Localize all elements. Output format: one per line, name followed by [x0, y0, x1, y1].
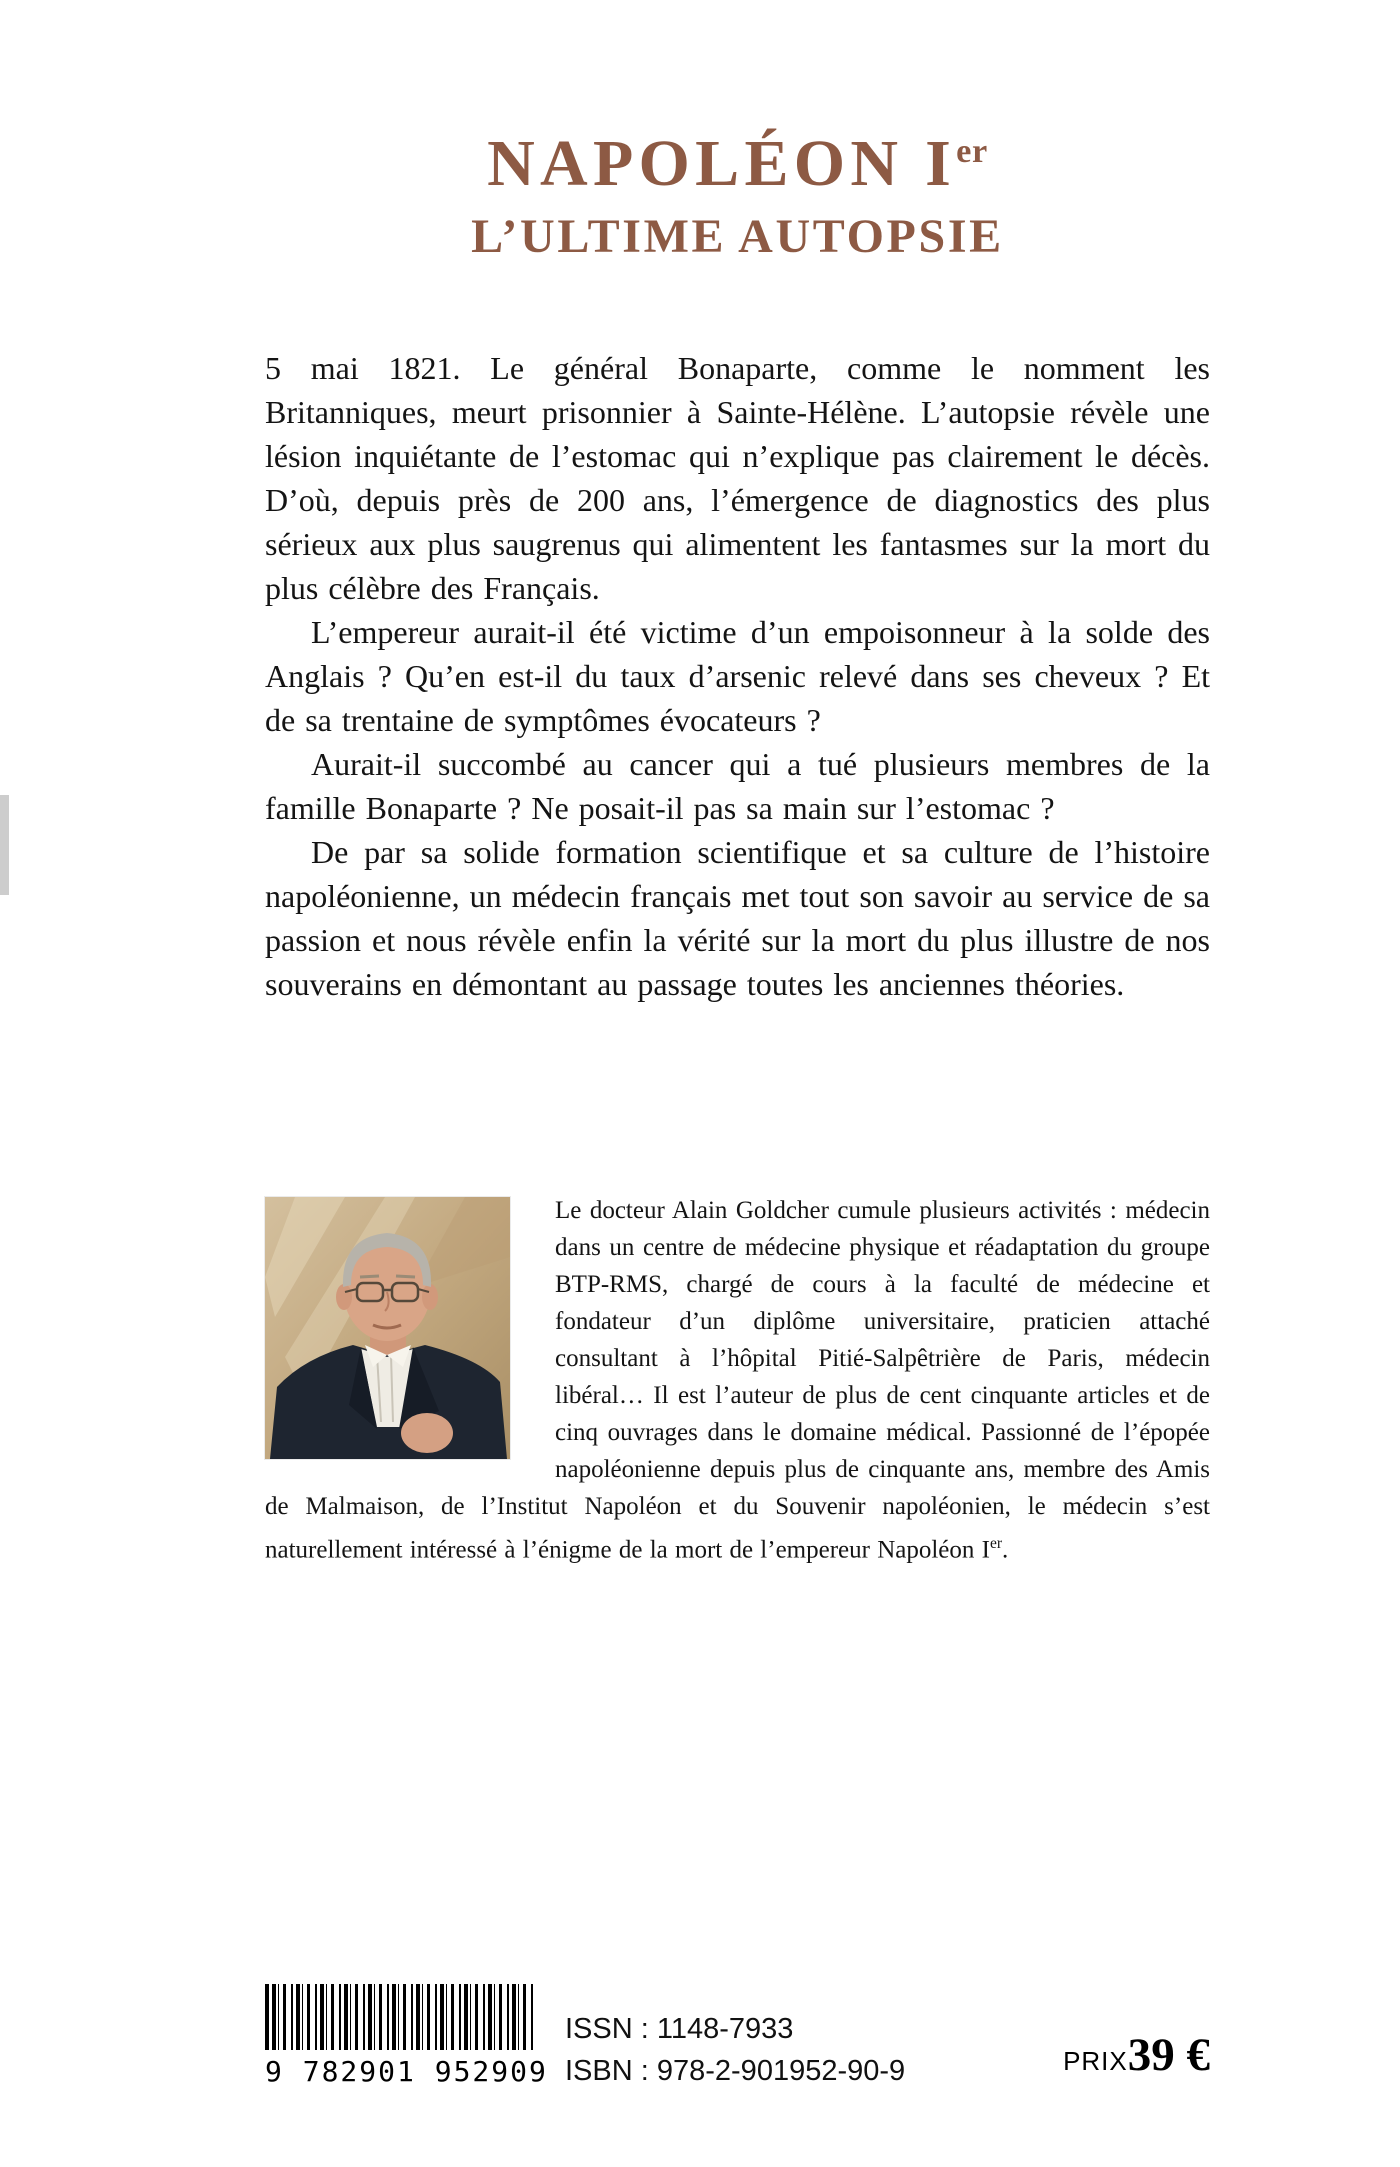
- publication-numbers: [565, 2008, 905, 2092]
- book-subtitle: L’ULTIME AUTOPSIE: [471, 209, 1004, 263]
- barcode-digits: 9 782901 952909: [265, 2055, 548, 2088]
- author-portrait-illustration: [265, 1197, 510, 1459]
- synopsis-paragraph-1: 5 mai 1821. Le général Bonaparte, comme le nomment les Britanniques, meurt prisonnier à Sainte-Hélène. L’autopsie révèle une lésion inquiétante de l’estomac qui n’explique pas clairement le décès. D’où, depuis près de 200 ans, l’émergence de diagnostics des plus sérieux aux plus saugrenus qui alimentent les fantasmes sur la mort du plus célèbre des Français.: [265, 350, 1210, 606]
- issn-line: ISSN : 1148-7933: [565, 2013, 794, 2045]
- scan-artifact: [0, 795, 9, 895]
- barcode-image: [265, 1984, 533, 2050]
- barcode: [265, 1984, 548, 2088]
- book-title-ordinal: er: [956, 132, 988, 170]
- title-block: [265, 128, 1210, 263]
- bio-text-end: .: [1002, 1536, 1009, 1564]
- price-value: 39 €: [1127, 2029, 1210, 2081]
- book-title-text: NAPOLÉON I: [487, 127, 957, 200]
- author-bio: [265, 1192, 1210, 1568]
- synopsis: [265, 346, 1210, 1006]
- synopsis-paragraph-2: L’empereur aurait-il été victime d’un empoisonneur à la solde des Anglais ? Qu’en est-il du taux d’arsenic relevé dans ses cheveux ? Et de sa trentaine de symptômes évocateurs ?: [265, 614, 1210, 738]
- synopsis-paragraph-4: De par sa solide formation scientifique et sa culture de l’histoire napoléonienne, un médecin français met tout son savoir au service de sa passion et nous révèle enfin la vérité sur la mort du plus illustre de nos souverains en démontant au passage toutes les anciennes théories.: [265, 834, 1210, 1002]
- author-portrait-photo: [265, 1197, 510, 1459]
- bio-ordinal: er: [989, 1535, 1003, 1552]
- author-bio-text: [265, 1192, 1210, 1568]
- isbn-line: ISBN : 978-2-901952-90-9: [565, 2055, 906, 2087]
- price: [1063, 2028, 1210, 2082]
- price-label: PRIX: [1063, 2046, 1128, 2076]
- synopsis-paragraph-3: Aurait-il succombé au cancer qui a tué plusieurs membres de la famille Bonaparte ? Ne posait-il pas sa main sur l’estomac ?: [265, 746, 1210, 826]
- footer: [265, 1984, 1210, 2114]
- book-title: [265, 128, 1210, 201]
- bio-text-main: Le docteur Alain Goldcher cumule plusieurs activités : médecin dans un centre de médecine physique et réadaptation du groupe BTP-RMS, chargé de cours à la faculté de médecine et fondateur d’un diplôme universitaire, praticien attaché consultant à l’hôpital Pitié-Salpêtrière de Paris, médecin libéral… Il est l’auteur de plus de cent cinquante articles et de cinq ouvrages dans le domaine médical. Passionné de l’épopée napoléonienne depuis plus de cinquante ans, membre des Amis de Malmaison, de l’Institut Napoléon et du Souvenir napoléonien, le médecin s’est naturellement intéressé à l’énigme de la mort de l’empereur Napoléon I: [265, 1197, 1210, 1564]
